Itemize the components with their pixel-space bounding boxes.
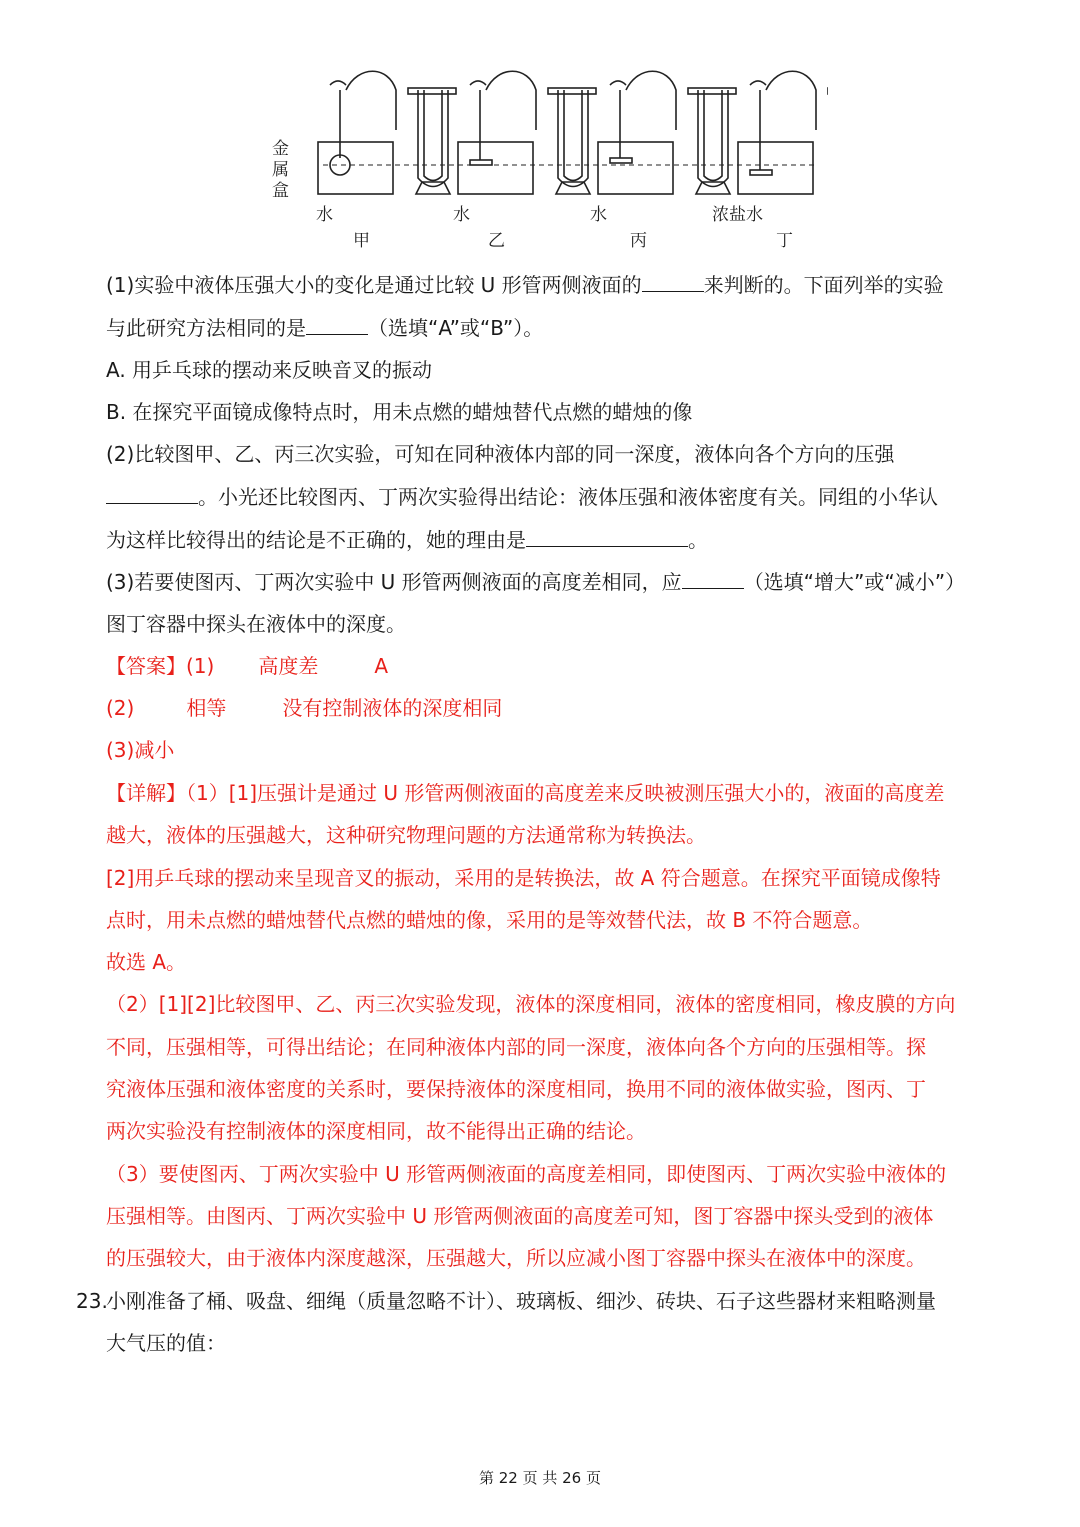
setup-ding — [738, 71, 828, 194]
q-part2-line1: (2)比较图甲、乙、丙三次实验，可知在同种液体内部的同一深度，液体向各个方向的压强 — [106, 442, 895, 466]
answer-blank — [642, 271, 704, 292]
q-text: 为这样比较得出的结论是不正确的，她的理由是 — [106, 528, 526, 552]
q23-line1: 小刚准备了桶、吸盘、细绳（质量忽略不计）、玻璃板、细沙、砖块、石子这些器材来粗略测量 — [106, 1289, 936, 1313]
q-part1-line2 — [106, 314, 543, 342]
setup-yi — [458, 71, 596, 194]
q-text: （选填“增大”或“减小”） — [743, 570, 966, 594]
q-text: 。小光还比较图丙、丁两次实验得出结论：液体压强和液体密度有关。同组的小华认 — [198, 485, 938, 509]
q-part3-line1 — [106, 568, 965, 596]
answer-blank — [106, 483, 198, 504]
caption-bing: 丙 — [630, 231, 647, 251]
page-footer: 第 22 页 共 26 页 — [478, 1469, 601, 1487]
explain-line3: [2]用乒乓球的摆动来呈现音叉的振动，采用的是转换法，故 A 符合题意。在探究平面镜成像特 — [106, 866, 941, 890]
answer-blank — [306, 314, 368, 335]
q-text: 来判断的。下面列举的实验 — [703, 273, 944, 297]
explain-line8: 究液体压强和液体密度的关系时，要保持液体的深度相同，换用不同的液体做实验，图丙、丁 — [106, 1077, 926, 1101]
answer-part: (1) — [186, 654, 215, 678]
caption-jia: 甲 — [353, 231, 370, 251]
explain-text: （1）[1]压强计是通过 U 形管两侧液面的高度差来反映被测压强大小的，液面的高度差 — [186, 781, 945, 805]
caption-yi: 乙 — [488, 231, 505, 251]
answer-value: 高度差 — [258, 654, 319, 678]
liquid-label-ding: 浓盐水 — [712, 205, 763, 225]
q-part2-line3 — [106, 526, 708, 554]
box-label-1: 金 — [272, 139, 289, 159]
setup-jia — [318, 71, 456, 194]
explain-line4: 点时，用未点燃的蜡烛替代点燃的蜡烛的像，采用的是等效替代法，故 B 不符合题意。 — [106, 908, 873, 932]
q-text: （选填“A”或“B”）。 — [368, 316, 544, 340]
explain-line2: 越大，液体的压强越大，这种研究物理问题的方法通常称为转换法。 — [106, 823, 706, 847]
liquid-label-bing: 水 — [590, 205, 607, 225]
q-part2-line2 — [106, 483, 938, 511]
explain-line6: （2）[1][2]比较图甲、乙、丙三次实验发现，液体的深度相同，液体的密度相同，橡皮膜的方向 — [106, 992, 956, 1016]
explain-tag: 【详解】 — [106, 781, 186, 805]
answer-value: 相等 — [186, 696, 227, 720]
answer-line1 — [106, 652, 388, 680]
answer-blank — [526, 526, 688, 547]
box-label-3: 盒 — [272, 181, 289, 201]
option-b: B. 在探究平面镜成像特点时，用未点燃的蜡烛替代点燃的蜡烛的像 — [106, 400, 693, 424]
liquid-label-yi: 水 — [453, 205, 470, 225]
answer-line2 — [106, 694, 502, 722]
q-text: (3)若要使图丙、丁两次实验中 U 形管两侧液面的高度差相同，应 — [106, 570, 682, 594]
answer-value: 没有控制液体的深度相同 — [282, 696, 503, 720]
answer-tag: 【答案】 — [106, 654, 186, 678]
explain-line11: 压强相等。由图丙、丁两次实验中 U 形管两侧液面的高度差可知，图丁容器中探头受到的液体 — [106, 1204, 934, 1228]
q-text: 与此研究方法相同的是 — [106, 316, 306, 340]
answer-blank — [682, 568, 744, 589]
q-text: 。 — [688, 528, 708, 552]
caption-ding: 丁 — [776, 231, 793, 251]
explain-line9: 两次实验没有控制液体的深度相同，故不能得出正确的结论。 — [106, 1119, 646, 1143]
answer-value: A — [374, 654, 389, 678]
q23-line2: 大气压的值： — [106, 1331, 226, 1355]
box-label-2: 属 — [272, 160, 289, 180]
explain-line1 — [106, 779, 944, 807]
liquid-label-jia: 水 — [316, 205, 333, 225]
q-part1-line1 — [106, 271, 944, 299]
explain-line10: （3）要使图丙、丁两次实验中 U 形管两侧液面的高度差相同，即使图丙、丁两次实验中液体的 — [106, 1162, 947, 1186]
explain-line12: 的压强较大，由于液体内深度越深，压强越大，所以应减小图丁容器中探头在液体中的深度。 — [106, 1246, 926, 1270]
setup-bing — [598, 71, 736, 194]
explain-line5: 故选 A。 — [106, 950, 187, 974]
question-number: 23. — [76, 1289, 108, 1313]
q-text: (1)实验中液体压强大小的变化是通过比较 U 形管两侧液面的 — [106, 273, 642, 297]
option-a: A. 用乒乓球的摆动来反映音叉的振动 — [106, 358, 433, 382]
explain-line7: 不同，压强相等，可得出结论；在同种液体内部的同一深度，液体向各个方向的压强相等。探 — [106, 1035, 926, 1059]
q-part3-line2: 图丁容器中探头在液体中的深度。 — [106, 612, 406, 636]
answer-part: (2) — [106, 696, 135, 720]
experiment-figure — [268, 70, 828, 255]
answer-line3: (3)减小 — [106, 738, 175, 762]
